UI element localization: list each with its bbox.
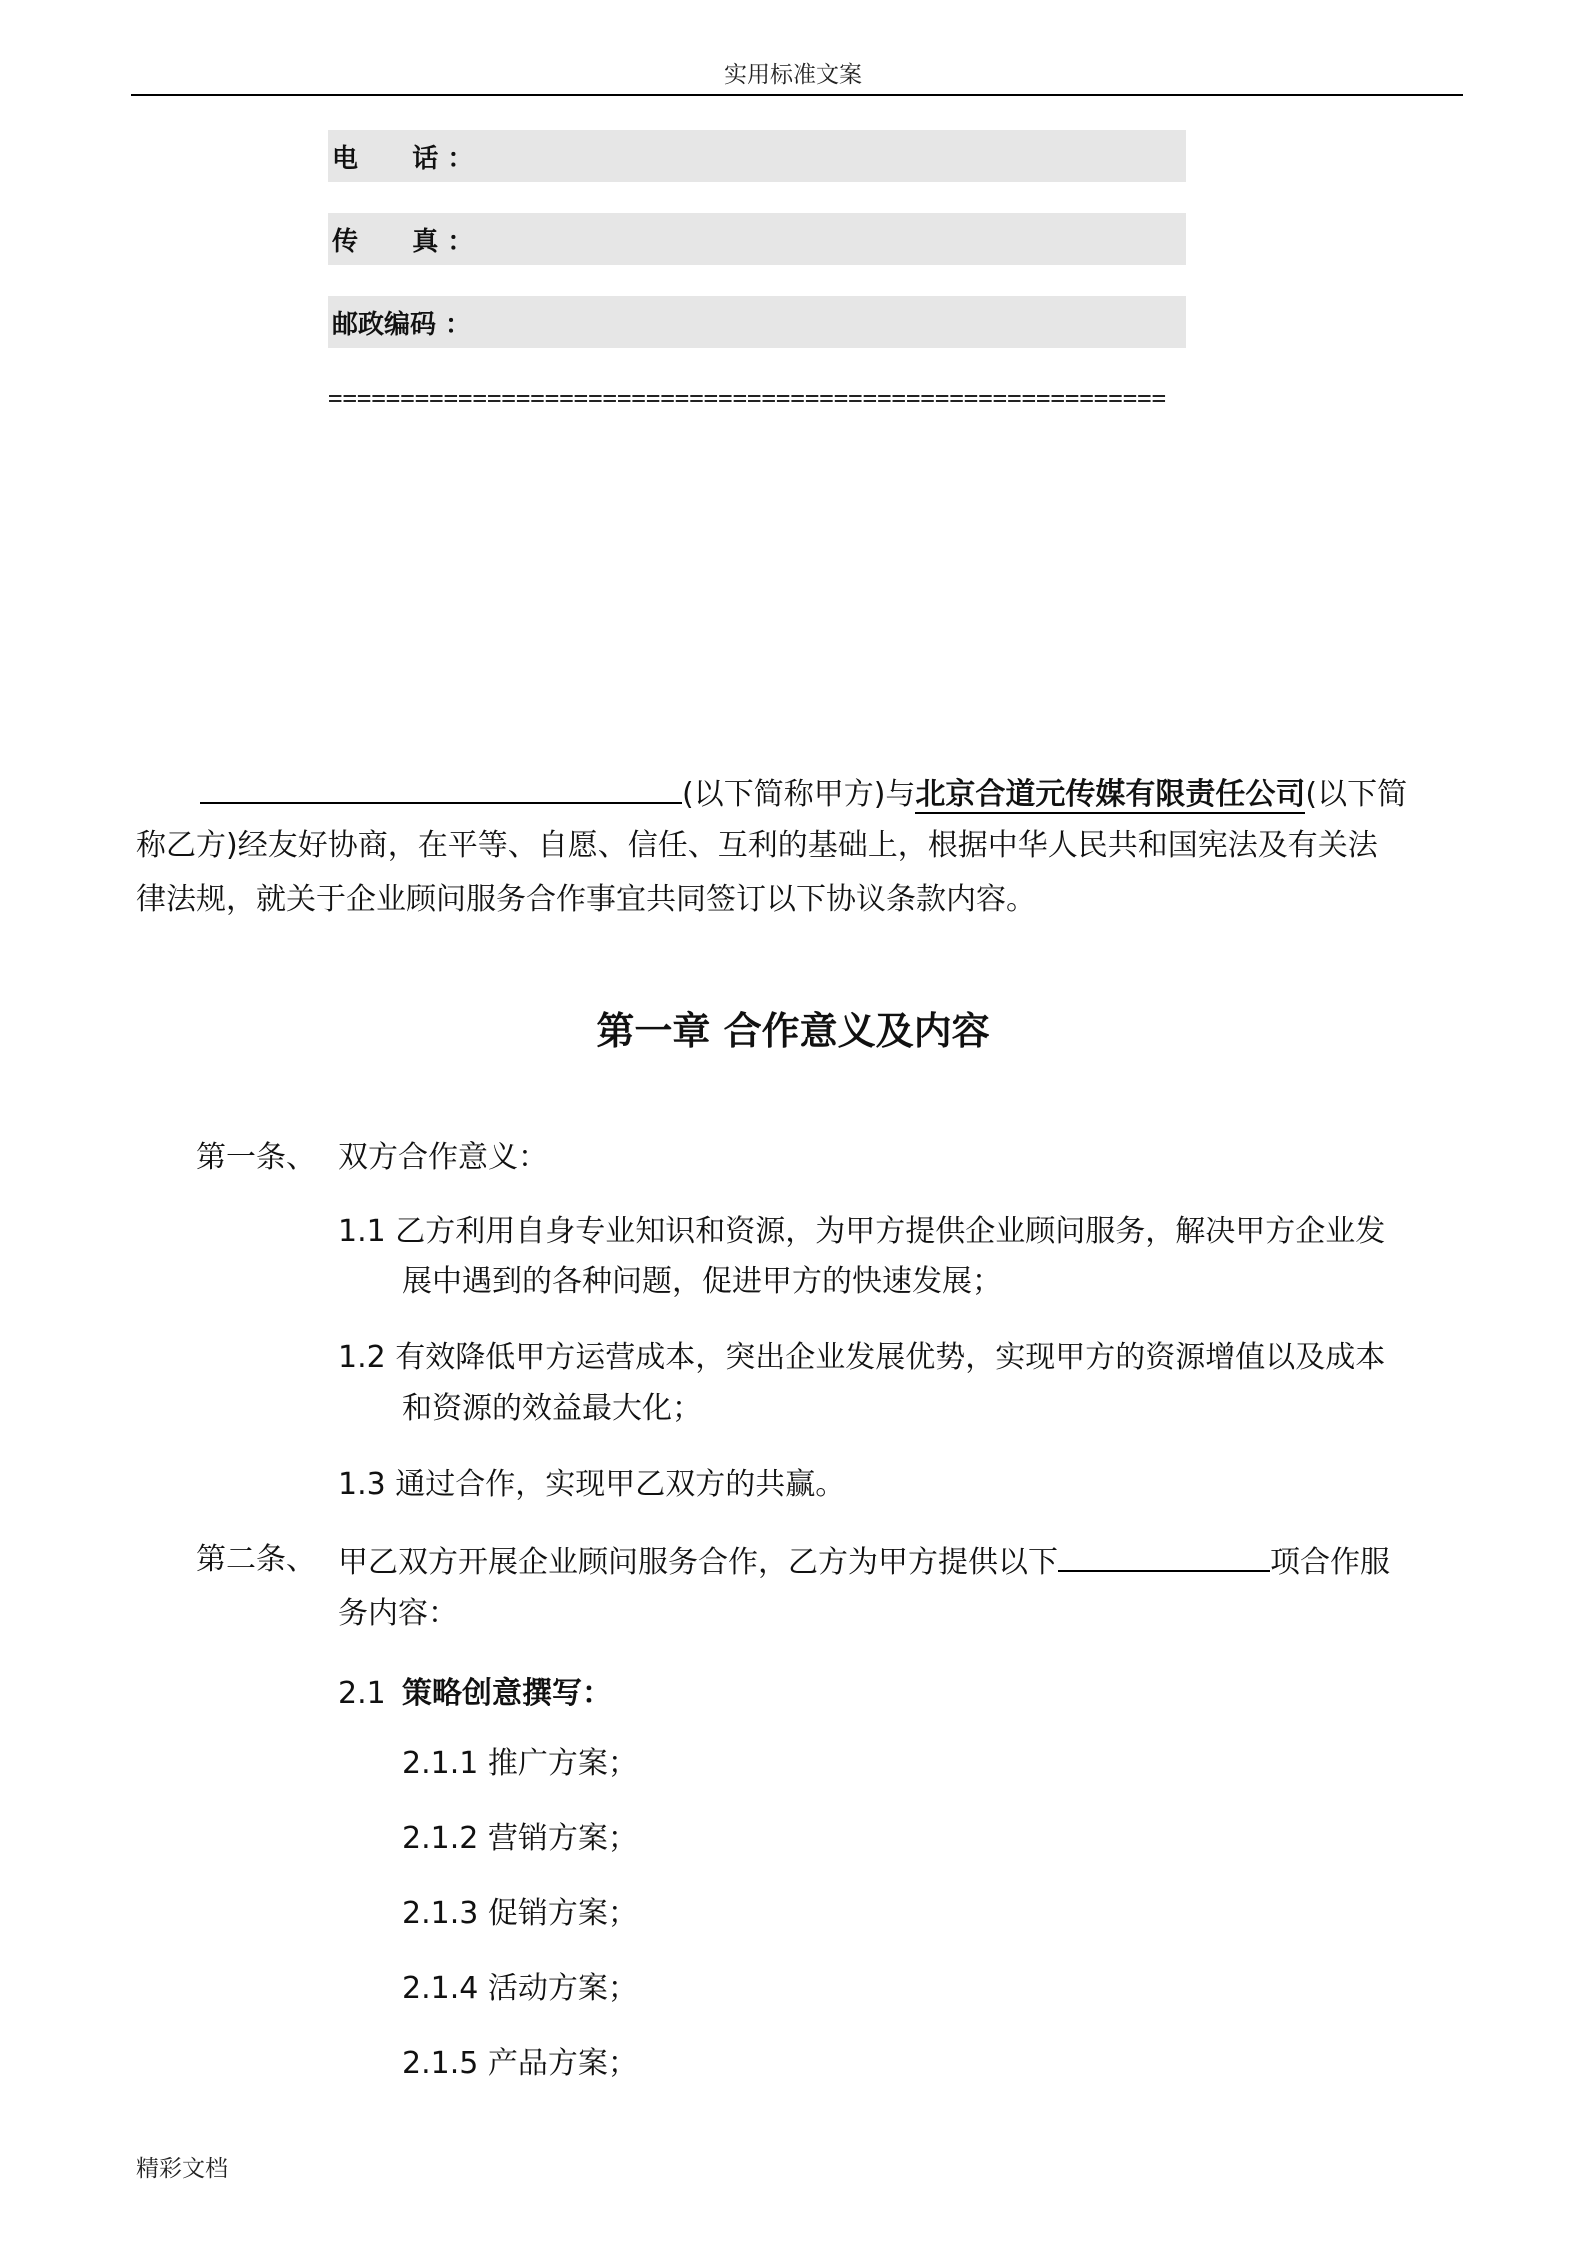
intro-line-3: 律法规，就关于企业顾问服务合作事宜共同签订以下协议条款内容。	[136, 882, 1036, 917]
list-item: 2.1.3 促销方案；	[402, 1896, 638, 1931]
item-1-2-line-2: 和资源的效益最大化；	[402, 1391, 702, 1426]
list-item: 2.1.1 推广方案；	[402, 1746, 638, 1781]
header-rule	[131, 94, 1463, 96]
article-1-title: 双方合作意义：	[338, 1140, 548, 1175]
fax-label: 传 真 ：	[332, 227, 474, 257]
section-2-1-title: 策略创意撰写：	[402, 1676, 612, 1711]
phone-field[interactable]	[328, 130, 1186, 182]
article-2-line-2: 务内容：	[338, 1596, 458, 1631]
article-2-line1-before: 甲乙双方开展企业顾问服务合作，乙方为甲方提供以下	[338, 1545, 1058, 1580]
article-2-label: 第二条、	[196, 1542, 316, 1577]
item-1-2-line-1: 1.2 有效降低甲方运营成本，突出企业发展优势，实现甲方的资源增值以及成本	[338, 1340, 1386, 1375]
item-1-3-line-1: 1.3 通过合作，实现甲乙双方的共赢。	[338, 1467, 846, 1502]
item-1-1-line-1: 1.1 乙方利用自身专业知识和资源，为甲方提供企业顾问服务，解决甲方企业发	[338, 1214, 1386, 1249]
list-item: 2.1.2 营销方案；	[402, 1821, 638, 1856]
phone-label: 电 话 ：	[332, 144, 474, 174]
list-item: 2.1.5 产品方案；	[402, 2046, 638, 2081]
page-header-title: 实用标准文案	[724, 62, 862, 88]
fax-field[interactable]	[328, 213, 1186, 265]
list-item: 2.1.4 活动方案；	[402, 1971, 638, 2006]
intro-line1-before: (以下简称甲方)与	[682, 777, 916, 812]
intro-line-1	[200, 772, 1407, 815]
article-2-line1-after: 项合作服	[1270, 1545, 1390, 1580]
article-1-label: 第一条、	[196, 1140, 316, 1175]
party-b-name: 北京合道元传媒有限责任公司	[915, 777, 1306, 812]
intro-line-2: 称乙方)经友好协商，在平等、自愿、信任、互利的基础上，根据中华人民共和国宪法及有关法	[136, 828, 1378, 863]
page-footer-text: 精彩文档	[136, 2156, 228, 2182]
chapter-1-title: 第一章 合作意义及内容	[596, 1009, 990, 1053]
item-1-1-line-2: 展中遇到的各种问题，促进甲方的快速发展；	[402, 1264, 1002, 1299]
separator-line: ==========================================================	[328, 384, 1167, 412]
section-2-1-number: 2.1	[338, 1676, 386, 1711]
service-count-blank[interactable]	[1058, 1540, 1270, 1572]
postal-code-field[interactable]	[328, 296, 1186, 348]
postal-code-label: 邮政编码 ：	[332, 310, 472, 340]
intro-line1-after: (以下简	[1305, 777, 1408, 812]
article-2-line-1	[338, 1540, 1390, 1583]
party-a-blank[interactable]	[200, 772, 682, 804]
